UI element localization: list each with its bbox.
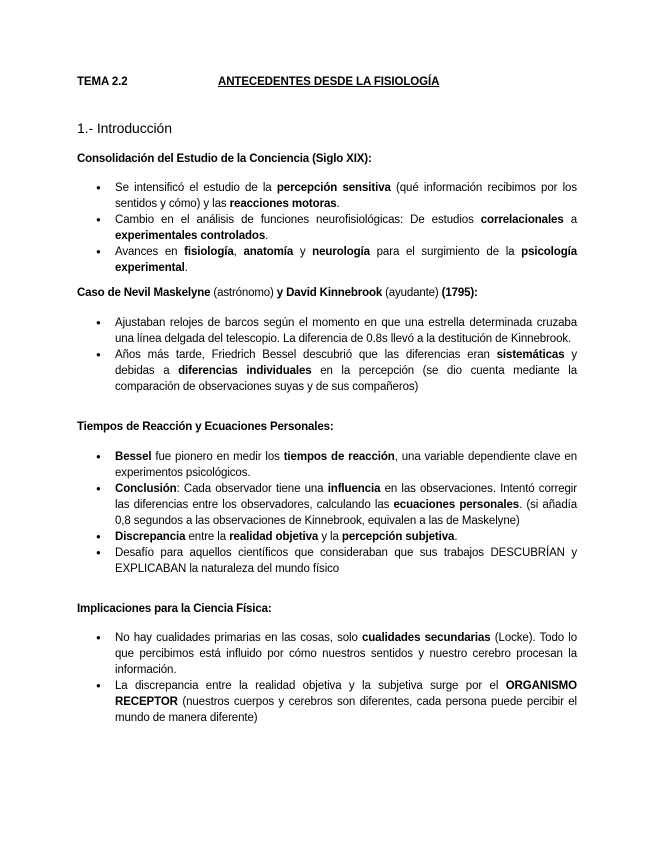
list-item: ● Conclusión: Cada observador tiene una influencia en las observaciones. Intentó corregir las diferencias entre los observadores, calculando las ecuaciones personales. (si añadía 0,8 segundos a las observaciones de Kinnebrook, equivalen a las de Maskelyne) [77,481,577,529]
list-item: ● Ajustaban relojes de barcos según el momento en que una estrella determinada cruzaba una línea delgada del telescopio. La diferencia de 0.8s llevó a la destitución de Kinnebrook. [77,315,577,347]
list-item: ● Años más tarde, Friedrich Bessel descubrió que las diferencias eran sistemáticas y debidas a diferencias individuales en la percepción (se dio cuenta mediante la comparación de observaciones suyas y de sus compañeros) [77,347,577,395]
subheading-maskelyne: Caso de Nevil Maskelyne (astrónomo) y David Kinnebrook (ayudante) (1795): [77,287,478,299]
subheading-consolidacion: Consolidación del Estudio de la Conciencia (Siglo XIX): [77,153,372,165]
list-maskelyne [77,315,577,395]
subheading-implicaciones: Implicaciones para la Ciencia Física: [77,603,272,615]
list-item: ● Avances en fisiología, anatomía y neurología para el surgimiento de la psicología experimental. [77,244,577,276]
list-consolidacion [77,180,577,276]
list-item: ● Cambio en el análisis de funciones neurofisiológicas: De estudios correlacionales a experimentales controlados. [77,212,577,244]
list-item: ● Discrepancia entre la realidad objetiva y la percepción subjetiva. [77,529,577,545]
document-title: ANTECEDENTES DESDE LA FISIOLOGÍA [218,76,440,88]
list-implicaciones [77,630,577,726]
list-item: ● No hay cualidades primarias en las cosas, solo cualidades secundarias (Locke). Todo lo que percibimos está influido por cómo nuestros sentidos y nuestro cerebro procesan la información. [77,630,577,678]
list-item: ● La discrepancia entre la realidad objetiva y la subjetiva surge por el ORGANISMO RECEPTOR (nuestros cuerpos y cerebros son diferentes, cada persona puede percibir el mundo de manera diferente) [77,678,577,726]
list-item: ● Bessel fue pionero en medir los tiempos de reacción, una variable dependiente clave en experimentos psicológicos. [77,449,577,481]
subheading-tiempos-reaccion: Tiempos de Reacción y Ecuaciones Personales: [77,421,334,433]
list-item: ● Desafío para aquellos científicos que consideraban que sus trabajos DESCUBRÍAN y EXPLICABAN la naturaleza del mundo físico [77,545,577,577]
section-heading: 1.- Introducción [77,120,172,136]
list-item: ● Se intensificó el estudio de la percepción sensitiva (qué información recibimos por los sentidos y cómo) y las reacciones motoras. [77,180,577,212]
topic-number: TEMA 2.2 [77,76,128,88]
list-tiempos-reaccion [77,449,577,577]
